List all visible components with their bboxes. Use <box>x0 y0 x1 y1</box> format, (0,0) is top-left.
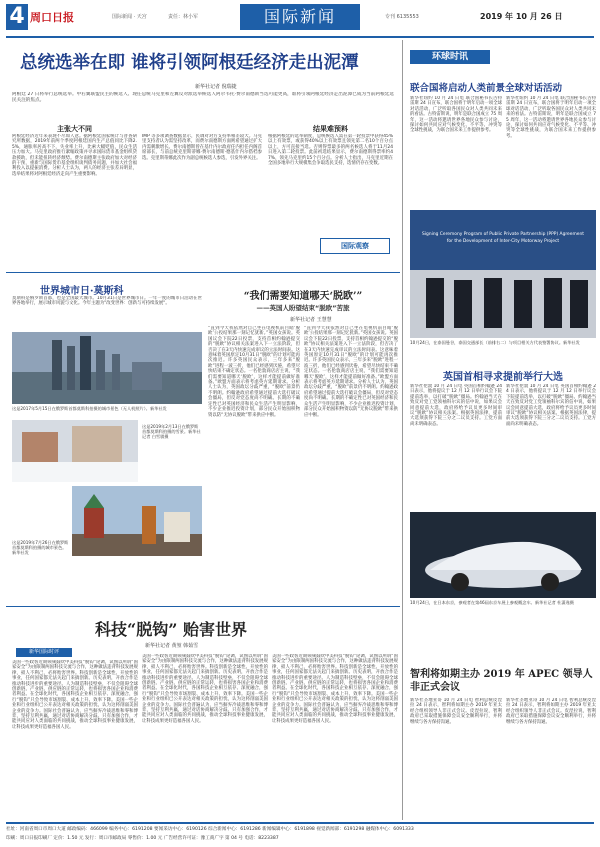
international-observation-logo: 国际观察 <box>320 238 390 254</box>
city-caption-2: 这是2019年2月13日在俄罗斯首都莫斯科拍摄的雪景。新华社记者 白雪骐摄 <box>142 424 201 440</box>
ppp-banner-text-2: for the Development of Inter-City Motorway Project <box>446 239 560 244</box>
header-meta-code: 专刊 6135553 <box>385 14 419 20</box>
global-news-badge: 环球时讯 <box>410 50 490 64</box>
commentary-label: 新华国际时评 <box>16 648 72 657</box>
city-caption-3: 这是2019年7月26日在俄罗斯首都莫斯科拍摄的城市景色。新华社发 <box>12 540 69 556</box>
apec-text-col1: 新华社圣地亚哥 10 月 24 日电 智利总统皮涅拉 24 日表示，智利将如期主办 2019 年亚太经合组织领导人非正式会议。皮涅拉说，智利政府已采取措施保障会议安全顺利举行，并将继续与各方保持沟通。 <box>410 698 502 725</box>
issue-date: 2019 年 10 月 26 日 <box>480 12 563 21</box>
brexit-byline: 新华社记者 王慧慧 <box>290 317 332 323</box>
lead-headline: 总统选举在即 谁将引领阿根廷经济走出泥潭 <box>20 53 359 73</box>
ppp-photo-caption: 10月24日，在泰国曼谷，泰国交通部长（前排右二）与项目相关方代表签署协议。新华社发 <box>410 340 580 345</box>
tech-text-col1: 美国一些政客近期频频鼓吹中美科技“脱钩”论调，试图以所谓“国家安全”为由限制两国科技交流与合作，这种做法违背科技发展规律，损人不利己，必将贻害世界。科技创新是全球性、开放性的事业，任何国家都无法关起门来搞创新。历史表明，开放合作是推动科技进步的重要途径。人为制造科技壁垒，不仅会阻碍全球创新链、产业链、供应链的正常运转，也将损害各国企业和消费者利益。在全球化时代，各国科技企业相互依存、深度融合，强行“脱钩”只会导致市场割裂、成本上升、效率下降。美国一些企业和行业组织已公开表达对相关政策的担忧，认为这将削弱美国企业的竞争力。国际社会普遍认为，应当摒弃冷战思维和零和博弈，坚持互利共赢，通过对话协商解决分歧。只有加强合作，才能共同应对人类面临的共同挑战，推动全球科技事业健康发展，让科技成果更好造福各国人民。 <box>12 660 138 730</box>
city-caption-1: 这是2017年5月15日在俄罗斯首都莫斯科拍摄的城市景色（无人机照片）。新华社发 <box>12 406 167 411</box>
apec-text-col2: 新华社圣地亚哥 10 月 24 日电 智利总统皮涅拉 24 日表示，智利将如期主办 2019 年亚太经合组织领导人非正式会议。皮涅拉说，智利政府已采取措施保障会议安全顺利举行，并将继续与各方保持沟通。 <box>506 698 596 725</box>
uk-text-col2: 新华社伦敦 10 月 24 日电 英国首相约翰逊 24 日表示，他将提议于 12 月 12 日举行议会下院提前选举，以打破“脱欧”僵局。约翰逊当天在致反对党工党领袖科尔宾的信中说，如果议会同意提前大选，政府将给予议员更多时间审议“脱欧”协议相关法案。根据英国法律，提前大选须获得下院三分之二议员支持。工党方面尚未明确表态。 <box>506 384 596 427</box>
moscow-square-photo <box>72 486 202 556</box>
lead-body-left: 阿根廷经济近年来表现不尽如人意。据阿根廷国家统计与普查研究所数据，2019年前两个季度阿根廷国内生产总值同比下降2.5%，通胀率居高不下，失业率上升，比索大幅贬值，民众生活压力加大。马克里政府推行紧缩政策并寻求国际货币基金组织贷款援助，但未能扭转经济颓势。费尔南德斯主张政府加大对经济的干预，重新与国际货币基金组织谈判债务问题，并加大社会福利投入以提振消费。分析人士认为，两人的经济主张差异明显，选举结果将对阿根廷经济走向产生重要影响。 <box>12 134 137 177</box>
footer-text: 社址：河南省周口市周口大道 邮政编码：466099 编务中心：6191208 要闻采访中心：6190126 综合新闻中心：6191286 新闻编辑中心：6191898 视觉新闻部：6191298 融媒体中心：6091333 <box>6 827 414 832</box>
lead-body-right: 根据阿根廷的选举制度，总统候选人需在第一轮投票中获得45%以上有效票，或获得40%以上有效票且领先第二名10个百分点以上，方可直接当选。否则得票最多的两名候选人将于11月24日进入第二轮投票。此前初选结果显示，费尔南德斯得票率约47%，领先马克里约15个百分点。分析人士指出，马克里近期在全国多地举行大规模集会争取选民支持，选情仍存在变数。 <box>268 134 393 167</box>
tech-text-col3: 美国一些政客近期频频鼓吹中美科技“脱钩”论调，试图以所谓“国家安全”为由限制两国科技交流与合作，这种做法违背科技发展规律，损人不利己，必将贻害世界。科技创新是全球性、开放性的事业，任何国家都无法关起门来搞创新。历史表明，开放合作是推动科技进步的重要途径。人为制造科技壁垒，不仅会阻碍全球创新链、产业链、供应链的正常运转，也将损害各国企业和消费者利益。在全球化时代，各国科技企业相互依存、深度融合，强行“脱钩”只会导致市场割裂、成本上升、效率下降。美国一些企业和行业组织已公开表达对相关政策的担忧，认为这将削弱美国企业的竞争力。国际社会普遍认为，应当摒弃冷战思维和零和博弈，坚持互利共赢，通过对话协商解决分歧。只有加强合作，才能共同应对人类面临的共同挑战，推动全球科技事业健康发展，让科技成果更好造福各国人民。 <box>272 654 398 724</box>
column-divider <box>402 40 403 820</box>
footer-rule <box>6 822 594 824</box>
ppp-signing-photo <box>410 210 596 338</box>
header-meta-editor: 国际新闻 · 天宫 <box>112 14 147 20</box>
page-header <box>0 0 600 36</box>
city-text: 莫斯科是俄罗斯首都，也是全国最大城市。10月31日是世界城市日。一年一度的城市日活动在世界各地举行，展示城市风貌与文化。今年主题为"改变世界：创新与可持续发展"。 <box>12 296 202 307</box>
page-number: 4 <box>6 4 28 30</box>
footer-text-2: 印刷：周口日报印刷厂 定价：1.50 元 发行：周口市邮政局 零售价：1.00 元 广告经营许可证：豫工商广字 第 04 号 电话：8223387 <box>6 836 279 841</box>
section-title: 国际新闻 <box>240 4 360 30</box>
newspaper-logo: 周口日报 <box>30 11 74 24</box>
uk-text-col1: 新华社伦敦 10 月 24 日电 英国首相约翰逊 24 日表示，他将提议于 12 月 12 日举行议会下院提前选举，以打破“脱欧”僵局。约翰逊当天在致反对党工党领袖科尔宾的信中说，如果议会同意提前大选，政府将给予议员更多时间审议“脱欧”协议相关法案。根据英国法律，提前大选须获得下院三分之二议员支持。工党方面尚未明确表态。 <box>410 384 502 427</box>
tech-headline: 科技“脱钩” 贻害世界 <box>95 620 247 639</box>
lead-summary: 阿根廷 27 日将举行总统选举。中右翼联盟民主的候选人、现任总统马克里和左翼反对派选举候选人阿尔韦托·费尔南德斯当选可能更高，谁将引领阿根廷经济走出泥潭已成为当前阿根廷选民关注的焦点。 <box>12 92 394 103</box>
ppp-banner-text: Signing Ceremony Program of Public Private Partnership (PPP) Agreement <box>422 232 584 237</box>
tech-rule <box>6 606 400 607</box>
un-text-col1: 新华社纽约 10 月 24 日电 联合国秘书长古特雷斯 24 日宣布，联合国将于明年启动一项全球对话活动，广泛听取各国民众对人类共同未来的看法。古特雷斯说，明年是联合国成立 75 周年，这一活动将邀请世界各地民众参与讨论，探讨如何共同应对气候变化、不平等、冲突等全球性挑战，为联合国未来工作提供参考。 <box>410 96 502 134</box>
apec-headline: 智利将如期主办 2019 年 APEC 领导人非正式会议 <box>410 669 593 693</box>
tech-byline: 新华社记者 黄堃 韩茹雪 <box>145 643 199 649</box>
un-text-col2: 新华社纽约 10 月 24 日电 联合国秘书长古特雷斯 24 日宣布，联合国将于明年启动一项全球对话活动，广泛听取各国民众对人类共同未来的看法。古特雷斯说，明年是联合国成立 75 周年，这一活动将邀请世界各地民众参与讨论，探讨如何共同应对气候变化、不平等、冲突等全球性挑战，为联合国未来工作提供参考。 <box>506 96 596 139</box>
lead-byline: 新华社记者 倪瑞捷 <box>195 84 237 90</box>
lead-body-mid: IMP 等多项调查数据显示，民调对对方支持率相差较大。马克里支持者认为需坚持改革，而费尔南德斯方面则希望通过扩大内需刺激增长。费尔南德斯曾在基什内尔政府任内担任内阁首席部长，与前总统克里斯蒂娜·费尔南德斯·德基什内尔搭档参选。克里斯蒂娜此次作为副总统候选人参选，引发外界关注。 <box>142 134 262 161</box>
uk-election-headline: 英国首相寻求提前举行大选 <box>443 372 563 383</box>
brexit-subtitle: ——英国人盼望结束“脱欧”苦旅 <box>256 304 350 312</box>
city-headline: 世界城市日·莫斯科 <box>40 286 124 297</box>
lead-subhead-right: 结果难预料 <box>313 125 348 133</box>
brexit-text-col1: “直到今天我依然对自己坐在电视机前目睹‘脱欧’公投结果那一刻记忆犹新。”英国女孩说。英国议会下院22日投票，支持首相约翰逊提交的“脱欧”协议相关法案进入下一立法阶段，但否决了在3天内快速完成审议的立法时间表。这意味着英国原定10月31日“脱欧”的计划可能再次推迟。许多英国民众表示，三年多来“脱欧”进程一波三折，他们已经感到厌倦，希望尽快结束不确定状态。一名伦敦商店店主说，“我们需要知道哪天‘脱欧’，这样才能提前做好准备。”欧盟方面表示将考虑英方延期请求。分析人士认为，英国政坛分歧严重，“脱欧”前景仍不明朗。约翰逊政府希望通过提前大选打破议会僵局，但反对党态度尚不明确。长期的不确定性已对英国经济和民众生活产生明显影响，不少企业推迟投资计划，部分民众开始囤积物资以防“无协议脱欧”带来供应中断。 <box>208 326 300 418</box>
header-rule <box>6 36 594 38</box>
header-meta-duty: 责任：林小军 <box>168 14 199 20</box>
moscow-city-photo <box>12 332 202 404</box>
brexit-text-col2: “直到今天我依然对自己坐在电视机前目睹‘脱欧’公投结果那一刻记忆犹新。”英国女孩说。英国议会下院22日投票，支持首相约翰逊提交的“脱欧”协议相关法案进入下一立法阶段，但否决了在3天内快速完成审议的立法时间表。这意味着英国原定10月31日“脱欧”的计划可能再次推迟。许多英国民众表示，三年多来“脱欧”进程一波三折，他们已经感到厌倦，希望尽快结束不确定状态。一名伦敦商店店主说，“我们需要知道哪天‘脱欧’，这样才能提前做好准备。”欧盟方面表示将考虑英方延期请求。分析人士认为，英国政坛分歧严重，“脱欧”前景仍不明朗。约翰逊政府希望通过提前大选打破议会僵局，但反对党态度尚不明确。长期的不确定性已对英国经济和民众生活产生明显影响，不少企业推迟投资计划，部分民众开始囤积物资以防“无协议脱欧”带来供应中断。 <box>304 326 398 418</box>
concept-car-photo <box>410 512 596 598</box>
car-photo-caption: 10月24日，在日本东京，参观者在第46届东京车展上参观概念车。新华社记者 杜潇逸摄 <box>410 600 574 605</box>
lead-subhead-left: 主张大不同 <box>57 125 92 133</box>
brexit-headline: “我们需要知道哪天‘脱欧’” <box>243 291 363 302</box>
moscow-snow-photo <box>12 420 138 482</box>
tech-text-col2: 美国一些政客近期频频鼓吹中美科技“脱钩”论调，试图以所谓“国家安全”为由限制两国科技交流与合作，这种做法违背科技发展规律，损人不利己，必将贻害世界。科技创新是全球性、开放性的事业，任何国家都无法关起门来搞创新。历史表明，开放合作是推动科技进步的重要途径。人为制造科技壁垒，不仅会阻碍全球创新链、产业链、供应链的正常运转，也将损害各国企业和消费者利益。在全球化时代，各国科技企业相互依存、深度融合，强行“脱钩”只会导致市场割裂、成本上升、效率下降。美国一些企业和行业组织已公开表达对相关政策的担忧，认为这将削弱美国企业的竞争力。国际社会普遍认为，应当摒弃冷战思维和零和博弈，坚持互利共赢，通过对话协商解决分歧。只有加强合作，才能共同应对人类面临的共同挑战，推动全球科技事业健康发展，让科技成果更好造福各国人民。 <box>142 654 268 724</box>
un-headline: 联合国将启动人类前景全球对话活动 <box>410 83 563 94</box>
lead-rule <box>6 272 400 273</box>
